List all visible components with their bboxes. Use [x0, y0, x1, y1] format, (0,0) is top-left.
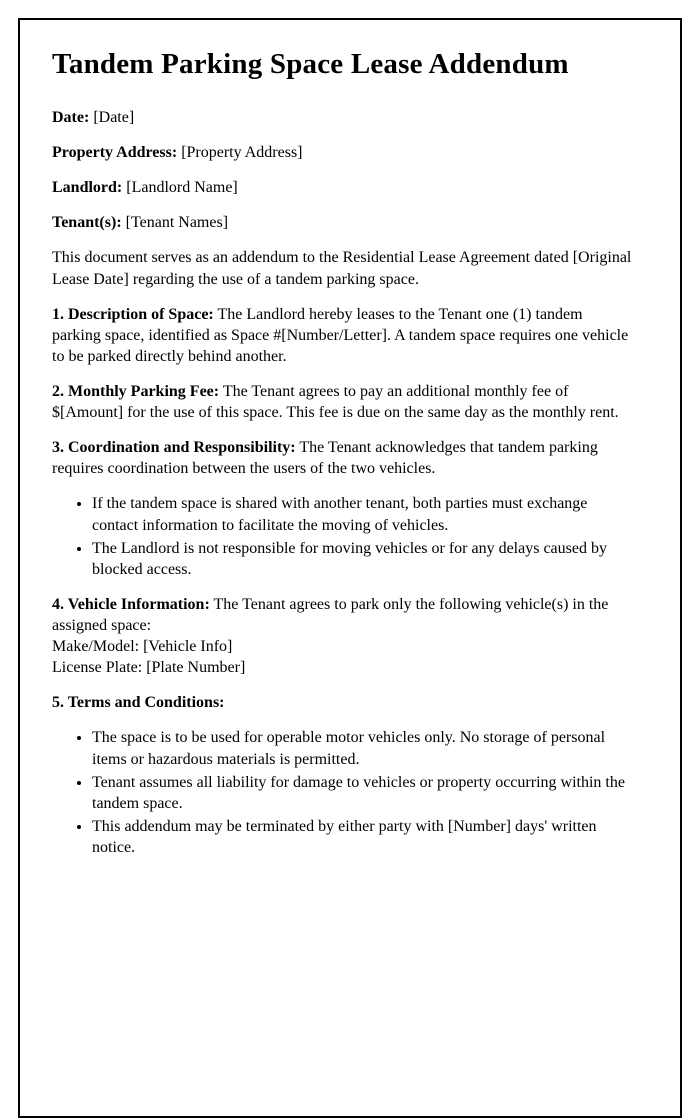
field-date-label: Date: — [52, 109, 90, 126]
document-page — [18, 18, 682, 1118]
vehicle-make-model-line: Make/Model: [Vehicle Info] — [52, 638, 233, 656]
field-tenants — [52, 212, 634, 233]
section-4-text: The Tenant agrees to park only the following vehicle(s) in the assigned space: — [52, 595, 609, 634]
list-item: • The Landlord is not responsible for moving vehicles or for any delays caused by blocked access. — [92, 538, 634, 580]
field-date — [52, 107, 634, 128]
section-5-terms — [52, 692, 634, 713]
section-5-bullet-list — [52, 727, 634, 858]
section-4-vehicle-info — [52, 594, 634, 636]
section-3-heading: 3. Coordination and Responsibility: — [52, 439, 296, 457]
field-landlord — [52, 177, 634, 198]
section-4-heading: 4. Vehicle Information: — [52, 595, 210, 613]
field-landlord-value: [Landlord Name] — [126, 179, 238, 197]
section-1-description — [52, 304, 634, 367]
section-2-heading: 2. Monthly Parking Fee: — [52, 382, 220, 400]
field-tenants-value: [Tenant Names] — [125, 214, 229, 232]
list-item: • The space is to be used for operable motor vehicles only. No storage of personal items or hazardous materials is permitted. — [92, 727, 634, 769]
field-landlord-label: Landlord: — [52, 179, 123, 197]
vehicle-detail-lines — [52, 636, 634, 678]
section-1-heading: 1. Description of Space: — [52, 305, 214, 323]
field-tenants-label: Tenant(s): — [52, 214, 122, 232]
section-3-coordination — [52, 437, 634, 479]
section-3-bullet-list — [52, 493, 634, 579]
list-item: • This addendum may be terminated by either party with [Number] days' written notice. — [92, 816, 634, 858]
field-date-value: [Date] — [93, 109, 135, 126]
section-5-heading: 5. Terms and Conditions: — [52, 694, 225, 712]
section-2-fee — [52, 381, 634, 423]
section-2-text: The Tenant agrees to pay an additional monthly fee of $[Amount] for the use of this space. This fee is due on the same day as the monthly rent. — [52, 382, 619, 422]
section-1-text: The Landlord hereby leases to the Tenant one (1) tandem parking space, identified as Space #[Number/Letter]. A tandem space requires one vehicle to be parked directly behind another. — [52, 305, 629, 365]
intro-paragraph: This document serves as an addendum to the Residential Lease Agreement dated [Original Lease Date] regarding the use of a tandem parking space. — [52, 249, 632, 288]
field-property-address-value: [Property Address] — [181, 144, 303, 162]
list-item: • If the tandem space is shared with another tenant, both parties must exchange contact information to facilitate the moving of vehicles. — [92, 493, 634, 535]
field-property-address-label: Property Address: — [52, 144, 178, 162]
section-3-text: The Tenant acknowledges that tandem parking requires coordination between the users of the two vehicles. — [52, 439, 598, 478]
field-property-address — [52, 142, 634, 163]
list-item: • Tenant assumes all liability for damage to vehicles or property occurring within the tandem space. — [92, 772, 634, 814]
vehicle-license-plate-line: License Plate: [Plate Number] — [52, 659, 246, 677]
document-title: Tandem Parking Space Lease Addendum — [52, 48, 569, 80]
